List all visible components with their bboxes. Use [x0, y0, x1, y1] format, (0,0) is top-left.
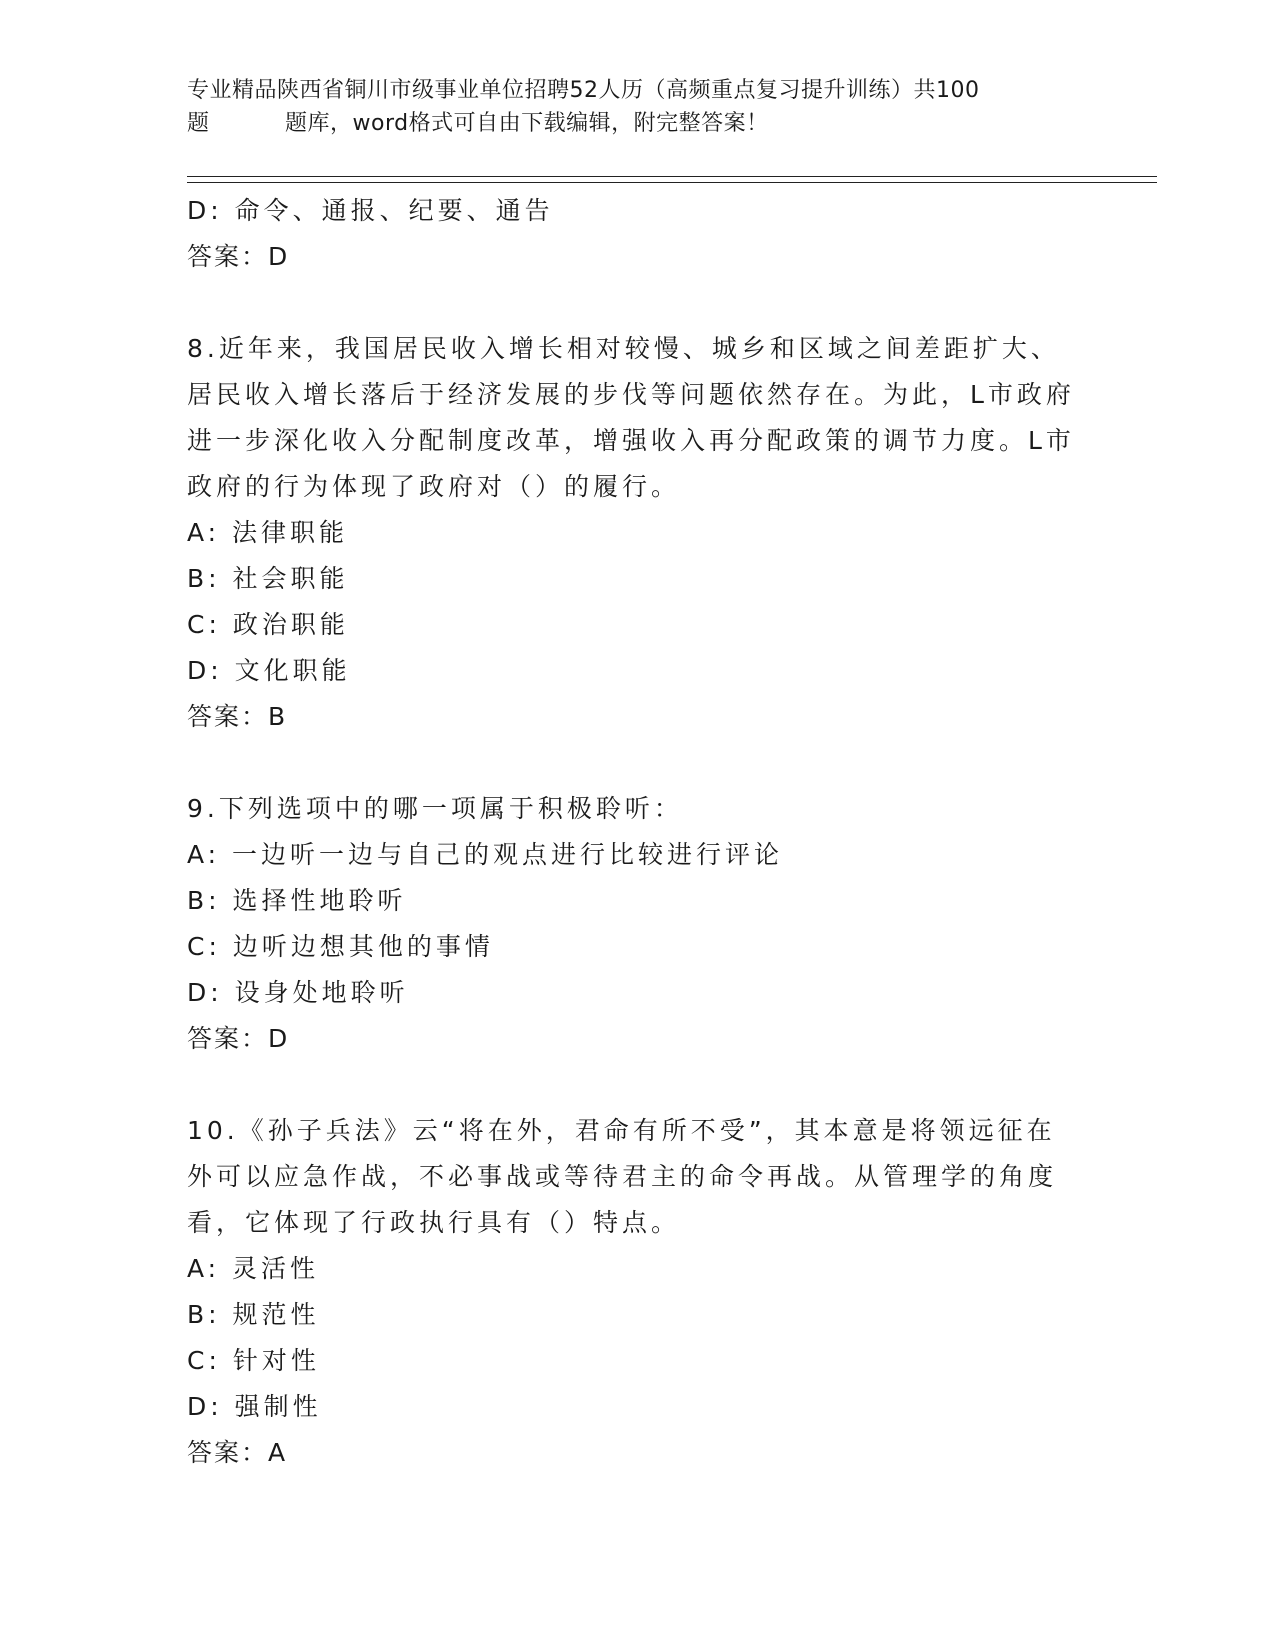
header-line-1: 专业精品陕西省铜川市级事业单位招聘52人历（高频重点复习提升训练）共100	[187, 78, 980, 103]
question-text-line: 9.下列选项中的哪一项属于积极聆听：	[187, 794, 683, 823]
spacer	[187, 740, 1087, 786]
question-10	[187, 1108, 1087, 1476]
option-b: B: 社会职能	[187, 564, 349, 593]
header-line-2-lead: 题	[187, 111, 210, 136]
question-text-line: 外可以应急作战，不必事战或等待君主的命令再战。从管理学的角度	[187, 1162, 1058, 1191]
spacer	[187, 280, 1087, 326]
option-d: D: 强制性	[187, 1392, 322, 1421]
option-d: D: 命令、通报、纪要、通告	[187, 196, 554, 225]
question-text-line: 进一步深化收入分配制度改革，增强收入再分配政策的调节力度。L市	[187, 426, 1075, 455]
answer: 答案：D	[187, 242, 290, 271]
header-line-2-text: 题库，word格式可自由下载编辑，附完整答案！	[285, 111, 769, 136]
question-text-line: 看，它体现了行政执行具有（）特点。	[187, 1208, 681, 1237]
option-b: B: 规范性	[187, 1300, 320, 1329]
document-header	[187, 74, 1087, 140]
option-c: C: 针对性	[187, 1346, 320, 1375]
option-d: D: 文化职能	[187, 656, 351, 685]
option-c: C: 边听边想其他的事情	[187, 932, 494, 961]
option-c: C: 政治职能	[187, 610, 349, 639]
question-text-line: 居民收入增长落后于经济发展的步伐等问题依然存在。为此，L市政府	[187, 380, 1075, 409]
answer: 答案：D	[187, 1024, 290, 1053]
previous-question-tail	[187, 188, 1087, 280]
question-9	[187, 786, 1087, 1062]
option-a: A: 灵活性	[187, 1254, 320, 1283]
header-line-2	[187, 107, 1087, 140]
question-text-line: 10.《孙子兵法》云“将在外，君命有所不受”，其本意是将领远征在	[187, 1116, 1056, 1145]
spacer	[187, 1062, 1087, 1108]
answer: 答案：A	[187, 1438, 288, 1467]
question-text-line: 8.近年来，我国居民收入增长相对较慢、城乡和区域之间差距扩大、	[187, 334, 1060, 363]
question-8	[187, 326, 1087, 740]
document-body	[187, 188, 1087, 1476]
answer: 答案：B	[187, 702, 288, 731]
option-b: B: 选择性地聆听	[187, 886, 407, 915]
option-a: A: 一边听一边与自己的观点进行比较进行评论	[187, 840, 784, 869]
header-divider-bottom	[187, 182, 1157, 183]
question-text-line: 政府的行为体现了政府对（）的履行。	[187, 472, 681, 501]
option-a: A: 法律职能	[187, 518, 349, 547]
header-divider-top	[187, 176, 1157, 177]
option-d: D: 设身处地聆听	[187, 978, 409, 1007]
